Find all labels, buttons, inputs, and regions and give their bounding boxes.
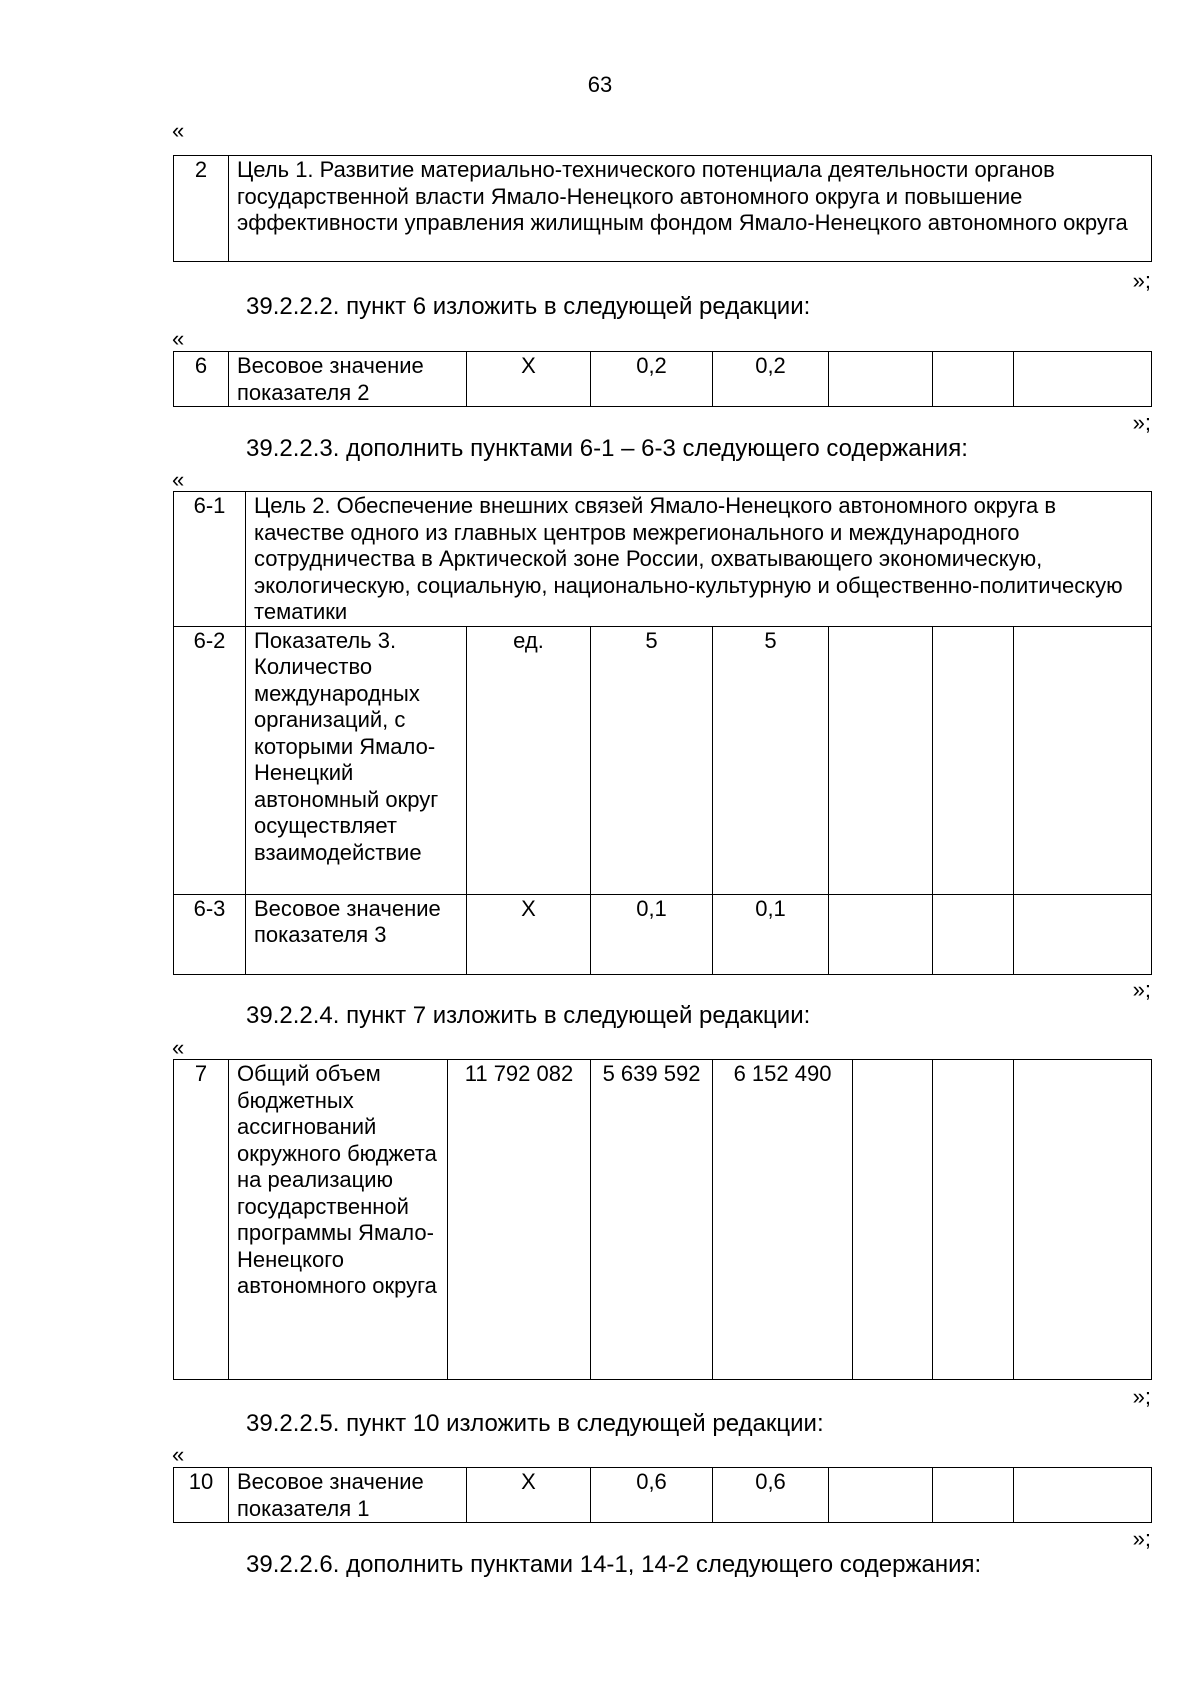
empty-cell <box>829 626 933 894</box>
unit-cell: ед. <box>467 626 591 894</box>
opening-quote: « <box>172 1442 185 1467</box>
value-cell: 5 639 592 <box>591 1060 713 1380</box>
empty-cell <box>829 352 933 407</box>
paragraph-39-2-2-4: 39.2.2.4. пункт 7 изложить в следующей редакции: <box>246 1002 811 1029</box>
empty-cell <box>1014 1060 1152 1380</box>
indicator-name: Показатель 3. Количество международных организаций, с которыми Ямало-Ненецкий автономный округ осуществляет взаимодействие <box>246 626 467 894</box>
value-cell: 0,6 <box>713 1468 829 1523</box>
row-number: 10 <box>174 1468 229 1523</box>
paragraph-39-2-2-2: 39.2.2.2. пункт 6 изложить в следующей редакции: <box>246 293 811 320</box>
empty-cell <box>933 1060 1014 1380</box>
value-cell: 5 <box>591 626 713 894</box>
unit-cell: Х <box>467 894 591 974</box>
table-row <box>174 492 1152 627</box>
table-row <box>174 894 1152 974</box>
empty-cell <box>829 1468 933 1523</box>
value-cell: 5 <box>713 626 829 894</box>
empty-cell <box>933 1468 1014 1523</box>
closing-quote: »; <box>1132 977 1151 1002</box>
paragraph-39-2-2-3: 39.2.2.3. дополнить пунктами 6-1 – 6-3 следующего содержания: <box>246 435 968 462</box>
budget-table-7 <box>173 1059 1152 1380</box>
empty-cell <box>933 894 1014 974</box>
closing-quote: »; <box>1132 1526 1151 1551</box>
opening-quote: « <box>172 1035 185 1060</box>
empty-cell <box>933 352 1014 407</box>
value-cell: 0,2 <box>713 352 829 407</box>
closing-quote: »; <box>1132 410 1151 435</box>
table-row <box>174 352 1152 407</box>
paragraph-39-2-2-5: 39.2.2.5. пункт 10 изложить в следующей редакции: <box>246 1410 824 1437</box>
row-number: 7 <box>174 1060 229 1380</box>
row-number: 6 <box>174 352 229 407</box>
unit-cell: Х <box>467 352 591 407</box>
goal-table-1 <box>173 155 1152 262</box>
value-cell: 6 152 490 <box>713 1060 853 1380</box>
unit-cell: Х <box>467 1468 591 1523</box>
closing-quote: »; <box>1132 268 1151 293</box>
paragraph-39-2-2-6: 39.2.2.6. дополнить пунктами 14-1, 14-2 следующего содержания: <box>246 1551 982 1578</box>
value-cell: 0,1 <box>591 894 713 974</box>
indicator-table-10 <box>173 1467 1152 1523</box>
row-number: 6-1 <box>174 492 246 627</box>
value-cell: 0,2 <box>591 352 713 407</box>
row-number: 2 <box>174 156 229 262</box>
value-cell: 0,6 <box>591 1468 713 1523</box>
row-number: 6-3 <box>174 894 246 974</box>
empty-cell <box>1014 352 1152 407</box>
opening-quote: « <box>172 326 185 351</box>
empty-cell <box>1014 1468 1152 1523</box>
indicator-name: Весовое значение показателя 3 <box>246 894 467 974</box>
table-row <box>174 626 1152 894</box>
value-cell: 11 792 082 <box>448 1060 591 1380</box>
opening-quote: « <box>172 118 185 143</box>
indicator-table-6-1-to-6-3 <box>173 491 1152 975</box>
closing-quote: »; <box>1132 1384 1151 1409</box>
indicator-name: Общий объем бюджетных ассигнований окружного бюджета на реализацию государственной программы Ямало-Ненецкого автономного округа <box>229 1060 448 1380</box>
table-row <box>174 1468 1152 1523</box>
empty-cell <box>1014 626 1152 894</box>
indicator-table-6 <box>173 351 1152 407</box>
empty-cell <box>829 894 933 974</box>
opening-quote: « <box>172 467 185 492</box>
goal-text: Цель 2. Обеспечение внешних связей Ямало-Ненецкого автономного округа в качестве одного из главных центров межрегионального и международного сотрудничества в Арктической зоне России, охватывающего экономическую, экологическую, социальную, национально-культурную и общественно-политическую тематики <box>246 492 1152 627</box>
value-cell: 0,1 <box>713 894 829 974</box>
table-row <box>174 156 1152 262</box>
row-number: 6-2 <box>174 626 246 894</box>
empty-cell <box>853 1060 933 1380</box>
table-row <box>174 1060 1152 1380</box>
page-number: 63 <box>587 72 613 97</box>
empty-cell <box>1014 894 1152 974</box>
indicator-name: Весовое значение показателя 1 <box>229 1468 467 1523</box>
goal-text: Цель 1. Развитие материально-технического потенциала деятельности органов государственной власти Ямало-Ненецкого автономного округа и повышение эффективности управления жилищным фондом Ямало-Ненецкого автономного округа <box>229 156 1152 262</box>
empty-cell <box>933 626 1014 894</box>
indicator-name: Весовое значение показателя 2 <box>229 352 467 407</box>
